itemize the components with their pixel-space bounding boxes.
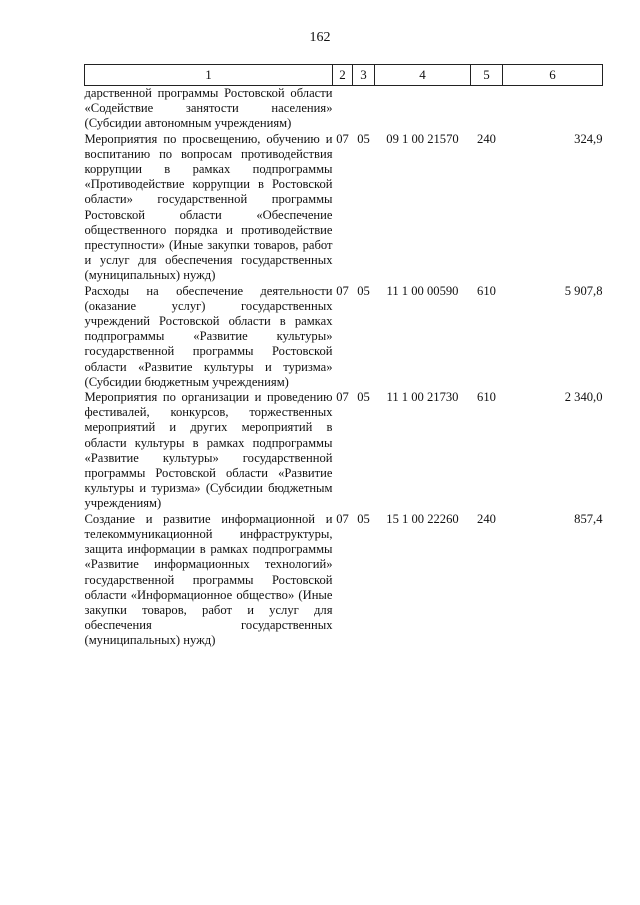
- row-target-code: 11 1 00 21730: [386, 390, 459, 405]
- row-description: Создание и развитие информационной и телекоммуникационной инфраструктуры, защита информации в рамках подпрограммы «Развитие информационных технологий» государственной программы Ростовской области «Информационное общество» (Иные закупки товаров, работ и услуг для обеспечения государственных (муниципальных) нужд): [84, 511, 333, 648]
- table-row: [85, 86, 603, 132]
- column-header-6: 6: [503, 65, 603, 86]
- table-header: [85, 65, 603, 86]
- column-header-5: 5: [471, 65, 503, 86]
- row-subsection: 05: [357, 283, 370, 298]
- row-subsection: 05: [357, 511, 370, 526]
- row-expense-type: 240: [477, 131, 496, 146]
- row-expense-type: 240: [477, 511, 496, 526]
- row-amount: 2 340,0: [564, 390, 603, 405]
- row-section: 07: [336, 131, 349, 146]
- column-header-2: 2: [333, 65, 353, 86]
- row-subsection: 05: [357, 131, 370, 146]
- row-amount: 857,4: [574, 511, 603, 526]
- column-header-3: 3: [353, 65, 375, 86]
- column-header-1: 1: [85, 65, 333, 86]
- page-number: 162: [309, 30, 331, 45]
- row-target-code: 09 1 00 21570: [386, 131, 459, 146]
- row-description: Расходы на обеспечение деятельности (оказание услуг) государственных учреждений Ростовской области в рамках подпрограммы «Развитие культуры» государственной программы Ростовской области «Развитие культуры и туризма» (Субсидии бюджетным учреждениям): [84, 283, 333, 389]
- header-row: [85, 65, 603, 86]
- row-description: Мероприятия по организации и проведению фестивалей, конкурсов, торжественных мероприятий и других мероприятий в области культуры в рамках подпрограммы «Развитие культуры» государственной программы Ростовской области «Развитие культуры и туризма» (Субсидии бюджетным учреждениям): [84, 390, 333, 511]
- row-description: Мероприятия по просвещению, обучению и воспитанию по вопросам противодействия коррупции в рамках подпрограммы «Противодействие коррупции в Ростовской области» государственной программы Ростовской области «Обеспечение общественного порядка и противодействие преступности» (Иные закупки товаров, работ и услуг для обеспечения государственных (муниципальных) нужд): [84, 131, 333, 283]
- row-expense-type: [471, 86, 503, 132]
- row-expense-type: 610: [477, 283, 496, 298]
- row-expense-type: 610: [477, 390, 496, 405]
- row-amount: [503, 86, 603, 132]
- row-section: 07: [336, 283, 349, 298]
- row-target-code: [375, 86, 471, 132]
- row-section: 07: [336, 511, 349, 526]
- row-target-code: 15 1 00 22260: [386, 511, 459, 526]
- row-description: дарственной программы Ростовской области «Содействие занятости населения» (Субсидии автономным учреждениям): [84, 86, 333, 131]
- table-row: [85, 284, 603, 390]
- column-header-4: 4: [375, 65, 471, 86]
- row-target-code: 11 1 00 00590: [386, 283, 459, 298]
- row-section: [333, 86, 353, 132]
- row-subsection: 05: [357, 390, 370, 405]
- budget-table: [84, 64, 603, 649]
- row-subsection: [353, 86, 375, 132]
- row-section: 07: [336, 390, 349, 405]
- table-body: [85, 86, 603, 649]
- row-amount: 5 907,8: [564, 283, 603, 298]
- table-row: [85, 132, 603, 284]
- table-row: [85, 512, 603, 649]
- row-amount: 324,9: [574, 131, 603, 146]
- table-row: [85, 390, 603, 512]
